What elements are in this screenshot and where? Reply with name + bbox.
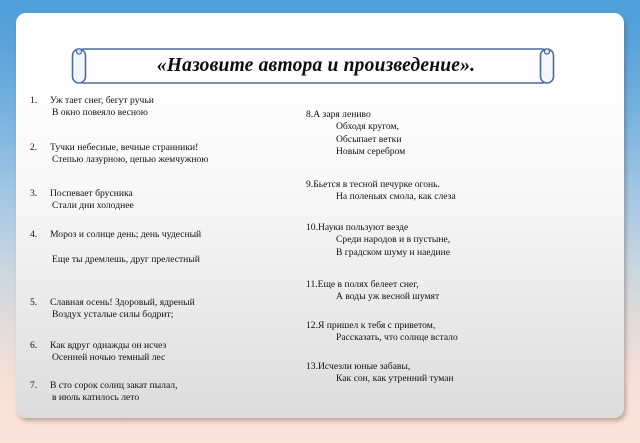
slide-content-card bbox=[16, 13, 624, 418]
quotation-item bbox=[30, 340, 166, 365]
quotation-continuation-line bbox=[306, 332, 458, 344]
quotation-number: 1. bbox=[30, 95, 38, 106]
quotation-item bbox=[30, 95, 154, 120]
quotation-text: Еще в полях белеет снег, bbox=[317, 279, 419, 290]
quotation-item bbox=[306, 179, 456, 204]
quotation-continuation-line bbox=[30, 241, 201, 253]
quotation-text: Еще ты дремлешь, друг прелестный bbox=[52, 253, 200, 265]
quotation-item bbox=[306, 109, 405, 159]
quotation-text: Мороз и солнце день; день чудесный bbox=[50, 229, 202, 240]
quotation-item bbox=[30, 229, 201, 266]
quotation-text: Я пришел к тебя с приветом, bbox=[318, 320, 436, 331]
quotation-first-line bbox=[30, 340, 166, 352]
quotation-continuation-line bbox=[306, 134, 405, 146]
quotation-continuation-line bbox=[30, 352, 166, 364]
quotation-text: Как вдруг однажды он исчез bbox=[50, 340, 167, 351]
quotation-text: Среди народов и в пустыне, bbox=[336, 234, 451, 246]
quotation-continuation-line bbox=[306, 291, 439, 303]
quotation-continuation-line bbox=[30, 392, 177, 404]
quotation-first-line bbox=[306, 320, 458, 332]
quotation-text: Осенней ночью темный лес bbox=[52, 352, 166, 364]
quotation-number: 7. bbox=[30, 380, 38, 391]
quotation-first-line bbox=[306, 361, 454, 373]
quotation-text: Поспевает брусника bbox=[50, 188, 133, 199]
quotation-first-line bbox=[30, 229, 201, 241]
quotation-text: А заря лениво bbox=[313, 109, 371, 120]
title-banner bbox=[67, 37, 559, 95]
quotation-number: 2. bbox=[30, 142, 38, 153]
quotation-text: На поленьях смола, как слеза bbox=[336, 191, 456, 203]
quotation-number: 10. bbox=[306, 222, 318, 233]
page-title: «Назовите автора и произведение». bbox=[156, 55, 476, 76]
quotation-continuation-line bbox=[306, 234, 450, 246]
quotation-text: В градском шуму и наедине bbox=[336, 246, 450, 258]
quotation-continuation-line bbox=[30, 107, 154, 119]
quotation-text: в июль катилось лето bbox=[52, 392, 140, 404]
quotation-text: В сто сорок солнц закат пылал, bbox=[50, 380, 178, 391]
quotation-first-line bbox=[306, 109, 405, 121]
quotation-continuation-line bbox=[306, 191, 456, 203]
quotation-text: А воды уж весной шумят bbox=[336, 291, 440, 303]
quotation-number: 13. bbox=[306, 361, 318, 372]
quotation-first-line bbox=[306, 179, 456, 191]
quotation-number: 11. bbox=[306, 279, 318, 290]
quotation-first-line bbox=[306, 279, 439, 291]
quotation-item bbox=[30, 142, 208, 167]
quotation-item bbox=[306, 320, 458, 345]
quotation-text: Новым серебром bbox=[336, 146, 406, 158]
quotation-text: Как сон, как утренний туман bbox=[336, 373, 454, 385]
quotation-continuation-line bbox=[30, 154, 208, 166]
quotation-text: Рассказать, что солнце встало bbox=[336, 332, 458, 344]
quotation-first-line bbox=[30, 380, 177, 392]
quotation-columns bbox=[16, 95, 624, 415]
quotation-item bbox=[30, 188, 134, 213]
quotation-text: Обсыпает ветки bbox=[336, 133, 402, 145]
quotation-text: В окно повеяло весною bbox=[52, 107, 148, 119]
quotation-first-line bbox=[306, 222, 450, 234]
quotation-continuation-line bbox=[30, 309, 195, 321]
quotation-text: Обходя кругом, bbox=[336, 121, 399, 133]
quotation-continuation-line bbox=[306, 247, 450, 259]
quotation-item bbox=[306, 222, 450, 259]
quotation-continuation-line bbox=[306, 373, 454, 385]
quotation-continuation-line bbox=[306, 121, 405, 133]
quotation-item bbox=[306, 279, 439, 304]
quotation-text: Науки пользуют везде bbox=[318, 222, 409, 233]
quotation-number: 3. bbox=[30, 188, 38, 199]
quotation-number: 5. bbox=[30, 297, 38, 308]
quotation-number: 9. bbox=[306, 179, 314, 190]
quotation-first-line bbox=[30, 142, 208, 154]
quotation-text: Стали дни холоднее bbox=[52, 200, 134, 212]
quotation-item bbox=[30, 297, 195, 322]
quotation-text: Славная осень! Здоровый, ядреный bbox=[50, 297, 195, 308]
quotation-first-line bbox=[30, 188, 134, 200]
quotation-continuation-line bbox=[30, 254, 201, 266]
quotation-text: Бьется в тесной печурке огонь. bbox=[313, 179, 440, 190]
quotation-text: Степью лазурною, цепью жемчужною bbox=[52, 154, 209, 166]
quotation-text: Исчезли юные забавы, bbox=[318, 361, 411, 372]
quotation-continuation-line bbox=[30, 200, 134, 212]
quotation-first-line bbox=[30, 95, 154, 107]
quotation-number: 12. bbox=[306, 320, 318, 331]
quotation-text: Тучки небесные, вечные странники! bbox=[50, 142, 199, 153]
quotation-item bbox=[306, 361, 454, 386]
quotation-continuation-line bbox=[306, 146, 405, 158]
quotation-number: 4. bbox=[30, 229, 38, 240]
quotation-number: 6. bbox=[30, 340, 38, 351]
quotation-item bbox=[30, 380, 177, 405]
quotation-text: Уж тает снег, бегут ручьи bbox=[50, 95, 154, 106]
quotation-first-line bbox=[30, 297, 195, 309]
quotation-text: Воздух усталые силы бодрит; bbox=[52, 309, 174, 321]
quotation-number: 8. bbox=[306, 109, 314, 120]
